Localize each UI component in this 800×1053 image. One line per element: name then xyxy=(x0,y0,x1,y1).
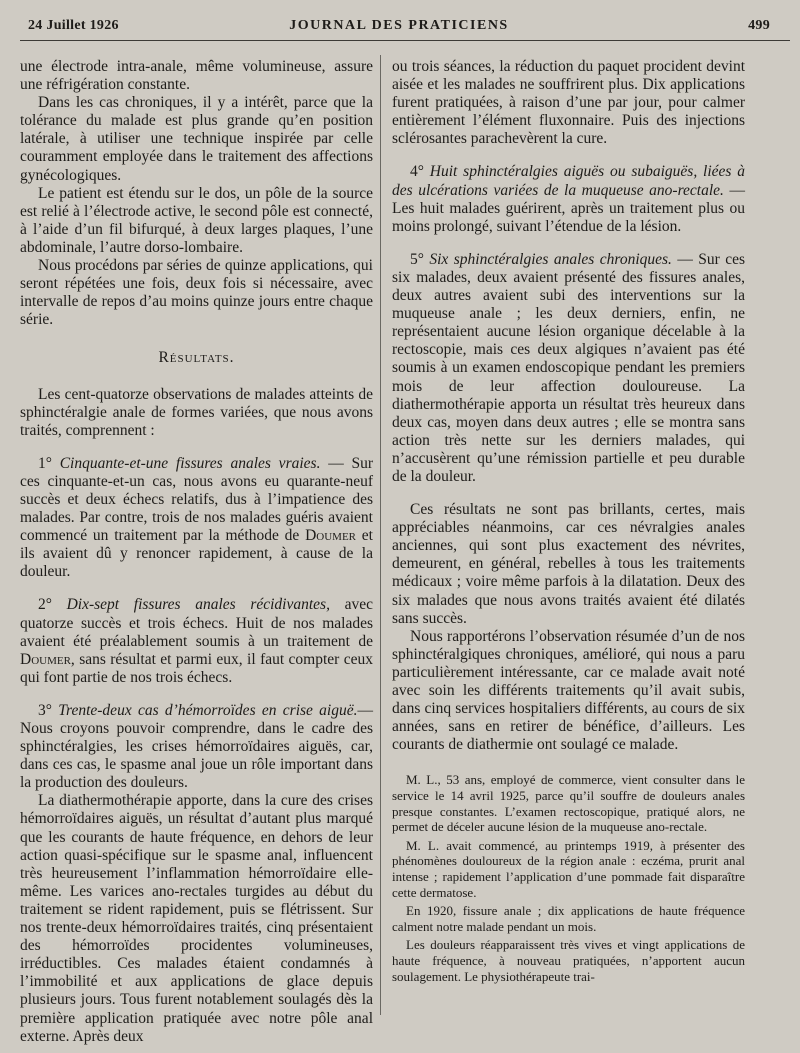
item-title: Dix-sept fissures anales récidivantes, xyxy=(66,596,330,614)
item-number: 2° xyxy=(38,596,52,614)
item-number: 5° xyxy=(410,250,424,268)
paragraph: Nous procédons par séries de quinze applications, qui seront répétées une fois, deux fois si nécessaire, avec intervalle de repos d’au moins quinze jours entre chaque série. xyxy=(20,257,373,329)
item-title: Cinquante-et-une fissures anales vraies. xyxy=(59,454,321,472)
paragraph: ou trois séances, la réduction du paquet procident devint aisée et les malades ne souffrirent plus. Dix applications furent pratiquées, à raison d’une par jour, pour calmer entièrement l’élément fluxonnaire. Puis des injections sclérosantes parachevèrent la cure. xyxy=(392,58,745,148)
left-column xyxy=(20,58,373,1046)
paragraph: La diathermothérapie apporte, dans la cure des crises hémorroïdaires aiguës, un résultat d’autant plus marqué que les courants de haute fréquence, en dehors de leur action quasi-spécifique sur le spasme anal, influencent très heureusement l’inflammation hémorroïdaire elle-même. Les varices ano-rectales turgides au début du traitement se rident rapidement, puis se flétrissent. Sur nos trente-deux hémorroïdaires traités, cinq présentaient des hémorroïdes procidentes volumineuses, irréductibles. Ces malades étaient condamnés à l’immobilité et aux applications de glace depuis plusieurs jours. Tous furent notablement soulagés dès la première application pratiquée avec notre pôle anal externe. Après deux xyxy=(20,792,373,1045)
case-paragraph: M. L., 53 ans, employé de commerce, vient consulter dans le service le 14 avril 1925, parce qu’il souffre de douleurs anales presque constantes. L’examen rectoscopique, pratiqué alors, ne permet de déceler aucune lésion de la muqueuse ano-rectale. xyxy=(392,772,745,835)
header-rule xyxy=(20,40,790,41)
right-column xyxy=(392,58,745,987)
list-item xyxy=(392,251,745,486)
item-number: 1° xyxy=(38,454,52,472)
paragraph: Nous rapportérons l’observation résumée d’un de nos sphinctéralgiques chroniques, amélioré, qui nous a paru particulièrement intéressante, car ce malade avait noté avec soin les différents traitements qu’il avait subis, dans cinq services hospitaliers différents, au cours de six années, sans en retirer de bénéfice, d’ailleurs. Les courants de diathermie ont soulagé ce malade. xyxy=(392,627,745,754)
paragraph: une électrode intra-anale, même volumineuse, assure une réfrigération constante. xyxy=(20,58,373,94)
author-name: Doumer xyxy=(305,527,356,545)
case-paragraph: M. L. avait commencé, au printemps 1919, à présenter des phénomènes douloureux de la région anale : eczéma, prurit anal intense ; rapidement l’application d’une pommade fait disparaître cette dermatose. xyxy=(392,837,745,900)
item-text: et ils avaient dû y renoncer rapidement, à cause de la douleur. xyxy=(20,527,373,581)
list-item xyxy=(392,163,745,235)
item-title: Huit sphinctéralgies aiguës ou subaiguës, liées à des ulcérations variées de la muqueuse ano-rectale. xyxy=(392,163,746,199)
item-text: — Les huit malades guérirent, après un traitement plus ou moins prolongé, suivant l’étendue de la lésion. xyxy=(392,181,745,235)
case-paragraph: En 1920, fissure anale ; dix applications de haute fréquence calment notre malade pendant un mois. xyxy=(392,903,745,934)
issue-date: 24 Juillet 1926 xyxy=(28,18,119,33)
section-heading: Résultats. xyxy=(158,349,235,367)
item-text: — Nous croyons pouvoir comprendre, dans le cadre des sphinctéralgies, les crises hémorroïdaires aiguës, car, dans ces cas, le spasme anal joue un rôle important dans la production des douleurs. xyxy=(20,701,373,792)
author-name: Doumer xyxy=(20,650,71,668)
item-title: Trente-deux cas d’hémorroïdes en crise aiguë. xyxy=(58,701,358,719)
list-item xyxy=(20,702,373,792)
paragraph: Dans les cas chroniques, il y a intérêt, parce que la tolérance du malade est plus grande qu’en position latérale, à utiliser une technique inspirée par celle couramment employée dans le traitement des affections gynécologiques. xyxy=(20,94,373,184)
journal-title: JOURNAL DES PRATICIENS xyxy=(289,18,509,33)
item-number: 3° xyxy=(38,701,52,719)
item-text: , sans résultat et parmi eux, il faut compter ceux qui font partie de nos trois échecs. xyxy=(20,650,373,686)
list-item xyxy=(20,455,373,582)
paragraph: Le patient est étendu sur le dos, un pôle de la source est relié à l’électrode active, le second pôle est connecté, à l’aide d’un fil bifurqué, à deux larges plaques, l’une abdominale, l’autre dorso-lombaire. xyxy=(20,184,373,256)
paragraph: Les cent-quatorze observations de malades atteints de sphinctéralgie anale de formes variées, que nous avons traités, comprennent : xyxy=(20,385,373,439)
item-text: — Sur ces cinquante-et-un cas, nous avons eu quarante-neuf succès et deux échecs relatifs, dus à l’impatience des malades. Par contre, trois de nos malades guéris avaient commencé un traitement par la méthode de xyxy=(20,454,373,545)
item-title: Six sphinctéralgies anales chroniques. xyxy=(429,250,672,268)
case-paragraph: Les douleurs réapparaissent très vives et vingt applications de haute fréquence, à nouveau pratiquées, n’apportent aucun soulagement. Le physiothérapeute trai- xyxy=(392,937,745,984)
case-report xyxy=(392,772,745,984)
item-text: avec quatorze succès et trois échecs. Huit de nos malades avaient été préalablement soumis à un traitement de xyxy=(20,596,374,650)
page-number: 499 xyxy=(748,18,770,33)
item-text: — Sur ces six malades, deux avaient présenté des fissures anales, deux autres avaient subi des interventions sur la muqueuse anale ; les deux derniers, enfin, ne représentaient aucune lésion organique décelable à la rectoscopie, mais ces deux algiques n’avaient pas été soumis à un examen endoscopique pendant les premiers mois de leur affection douloureuse. La diathermothérapie apporta un résultat très heureux dans deux cas, moyen dans deux autres ; elle se montra sans action très nette sur les derniers malades, qui n’accusèrent qu’une rémission partielle et peu durable de la douleur. xyxy=(392,250,745,485)
paragraph: Ces résultats ne sont pas brillants, certes, mais appréciables néanmoins, car ces névralgies anales anciennes, qui sont plus exactement des névrites, demeurent, en général, rebelles à tous les traitements médicaux ; voire même parfois à la dilatation. Deux des six malades que nous avons traités avaient été dilatés sans succès. xyxy=(392,501,745,627)
column-divider xyxy=(380,55,381,1015)
page-header xyxy=(28,14,770,38)
list-item xyxy=(20,596,373,686)
item-number: 4° xyxy=(410,163,424,181)
